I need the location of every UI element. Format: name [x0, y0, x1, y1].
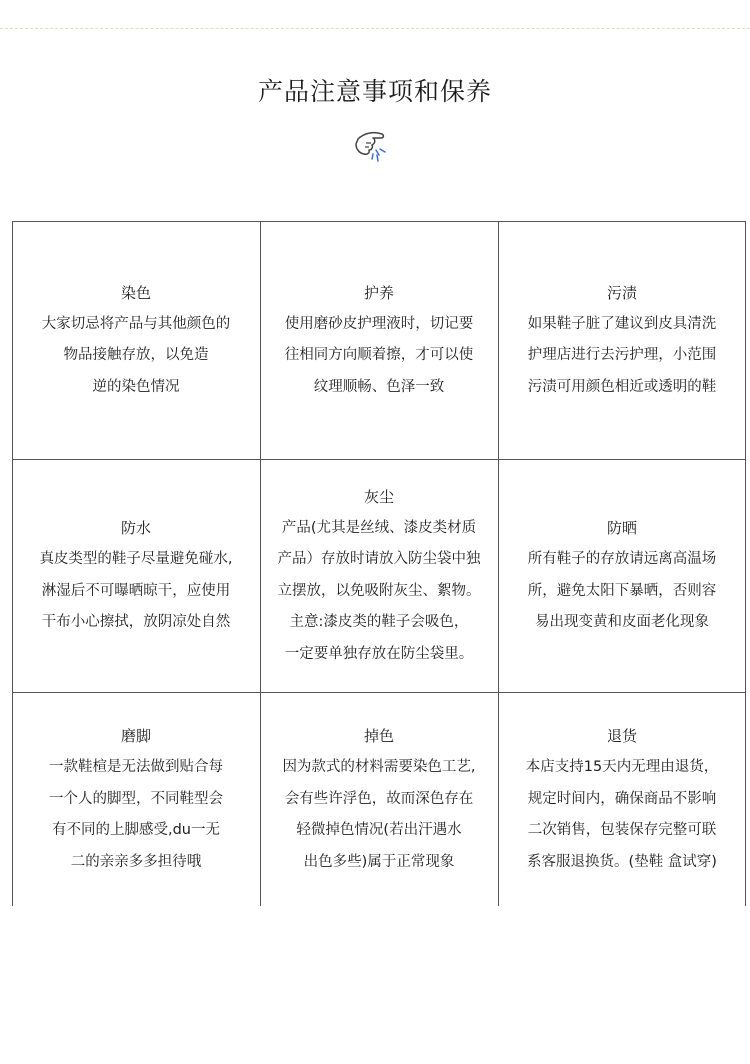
cell-title: 污渍	[606, 283, 637, 302]
cell-text-line: 系客服退换货。(垫鞋 盒试穿)	[527, 853, 717, 870]
cell-text-line: 污渍可用颜色相近或透明的鞋	[527, 378, 717, 395]
cell-text-line: 出色多些)属于正常现象	[303, 853, 455, 870]
cell-text-line: 产品）存放时请放入防尘袋中独	[277, 551, 481, 568]
care-cell-maintenance	[260, 270, 498, 410]
cell-text-line: 本店支持15天内无理由退货，	[525, 759, 719, 775]
cell-text-line: 产品(尤其是丝绒、漆皮类材质	[281, 519, 477, 536]
cell-text-line: 规定时间内，确保商品不影响	[527, 790, 717, 807]
cell-text-line: 主意:漆皮类的鞋子会吸色，	[289, 614, 469, 631]
cell-text-line: 物品接触存放，以免造	[63, 347, 209, 364]
care-cell-waterproof	[12, 459, 260, 692]
cell-text-line: 因为款式的材料需要染色工艺,	[282, 759, 476, 775]
cell-text-line: 淋湿后不可曝晒晾干，应使用	[41, 582, 231, 599]
cell-title: 护养	[363, 283, 394, 302]
care-cell-returns	[498, 692, 746, 906]
cell-text-line: 一款鞋楦是无法做到贴合每	[49, 759, 223, 775]
cell-text-line: 易出现变黄和皮面老化现象	[535, 614, 709, 631]
care-cell-color-fading	[260, 692, 498, 906]
page-title: 产品注意事项和保养	[257, 77, 492, 106]
cell-text-line: 会有些许浮色，故而深色存在	[284, 790, 474, 807]
cell-text-line: 轻微掉色情况(若出汗遇水	[296, 822, 462, 838]
care-cell-dyeing	[12, 270, 260, 410]
cell-text-line: 逆的染色情况	[92, 378, 180, 395]
cell-text-line: 所，避免太阳下暴晒，否则容	[527, 582, 717, 599]
cell-text-line: 往相同方向顺着擦，才可以使	[284, 347, 474, 364]
cell-text-line: 使用磨砂皮护理液时，切记要	[284, 315, 474, 332]
cell-text-line: 所有鞋子的存放请远离高温场	[527, 551, 717, 568]
cell-text-line: 二次销售，包装保存完整可联	[527, 822, 717, 838]
cell-title: 防晒	[606, 519, 637, 538]
cell-text-line: 真皮类型的鞋子尽量避免碰水,	[39, 551, 233, 568]
cell-title: 灰尘	[363, 487, 394, 506]
care-cell-sun-protection	[498, 459, 746, 692]
top-decorative-rule	[0, 28, 750, 29]
cell-title: 染色	[120, 283, 151, 302]
cell-title: 磨脚	[120, 727, 151, 745]
cell-text-line: 干布小心擦拭，放阴凉处自然	[41, 614, 231, 631]
tap-hand-icon	[350, 124, 390, 168]
cell-text-line: 如果鞋子脏了建议到皮具清洗	[527, 315, 717, 332]
cell-text-line: 护理店进行去污护理，小范围	[527, 347, 717, 364]
care-cell-fit	[12, 692, 260, 906]
care-grid	[12, 221, 746, 906]
cell-text-line: 立摆放，以免吸附灰尘、絮物。	[277, 582, 481, 599]
cell-text-line: 二的亲亲多多担待哦	[70, 853, 202, 870]
cell-text-line: 纹理顺畅、色泽一致	[313, 378, 445, 395]
cell-title: 防水	[120, 519, 151, 538]
cell-text-line: 大家切忌将产品与其他颜色的	[41, 315, 231, 332]
cell-text-line: 一定要单独存放在防尘袋里。	[284, 645, 474, 662]
cell-text-line: 有不同的上脚感受,du一无	[51, 822, 220, 838]
care-cell-stains	[498, 270, 746, 410]
cell-title: 掉色	[363, 727, 394, 745]
care-cell-dust	[260, 459, 498, 692]
cell-title: 退货	[606, 727, 637, 745]
cell-text-line: 一个人的脚型，不同鞋型会	[49, 790, 223, 807]
